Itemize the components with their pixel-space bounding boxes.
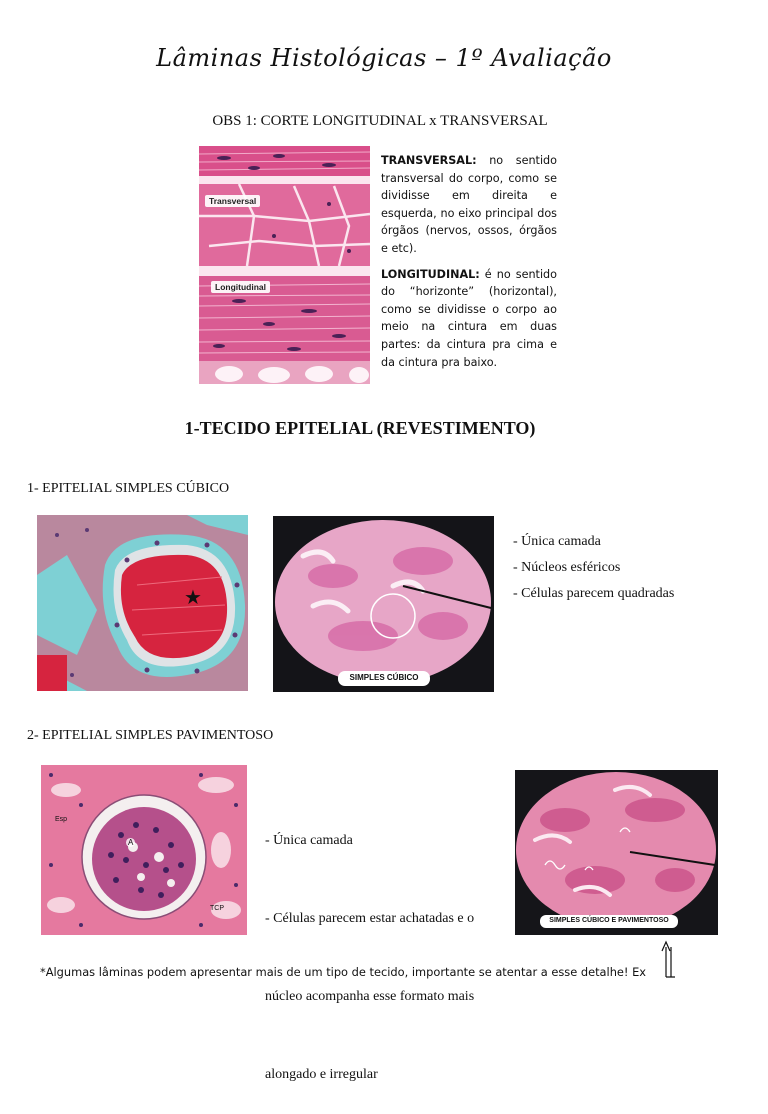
item1-bullets <box>513 529 674 607</box>
section-title: 1-TECIDO EPITELIAL (REVESTIMENTO) <box>184 418 536 438</box>
item1-bullet-3: - Células parecem quadradas <box>513 586 675 601</box>
muscle-section-image <box>199 146 370 384</box>
svg-text:★: ★ <box>184 585 202 609</box>
cuboidal-micrograph <box>37 515 248 691</box>
transversal-definition: TRANSVERSAL: no sentido transversal do corpo, como se dividisse em direita e esquerda, no eixo principal dos órgãos (nervos, ossos, órgãos e etc). <box>381 154 557 255</box>
section-definitions <box>381 152 557 379</box>
item2-bullet-4: alongado e irregular <box>265 1067 378 1082</box>
tcp-label: TCP <box>210 905 224 912</box>
footnote: *Algumas lâminas podem apresentar mais de um tipo de tecido, importante se atentar a esse detalhe! Ex <box>40 965 647 979</box>
transversal-label: Transversal <box>205 195 260 207</box>
esp-label: Esp <box>55 816 68 823</box>
squamous-photo-label: SIMPLES CÚBICO E PAVIMENTOSO <box>549 917 669 924</box>
a-label: A <box>128 838 134 847</box>
longitudinal-label: Longitudinal <box>211 281 270 293</box>
item2-bullet-3: núcleo acompanha esse formato mais <box>265 989 475 1004</box>
obs-heading: OBS 1: CORTE LONGITUDINAL x TRANSVERSAL <box>212 113 548 129</box>
item2-bullets <box>265 776 474 1114</box>
item2-bullet-1: - Única camada <box>265 833 353 848</box>
cuboidal-microscope-photo <box>273 516 494 692</box>
cuboidal-photo-label: SIMPLES CÚBICO <box>349 673 419 682</box>
longitudinal-definition: LONGITUDINAL: é no sentido do “horizonte” (horizontal), como se dividisse o corpo ao meio na cintura em duas partes: da cintura pra cima e da cintura pra baixo. <box>381 267 557 369</box>
item1-heading: 1- EPITELIAL SIMPLES CÚBICO <box>27 481 230 496</box>
item1-bullet-2: - Núcleos esféricos <box>513 560 621 575</box>
item2-bullet-2: - Células parecem estar achatadas e o <box>265 911 475 926</box>
page-title: Lâminas Histológicas – 1º Avaliação <box>156 44 612 72</box>
item1-bullet-1: - Única camada <box>513 534 601 549</box>
squamous-micrograph <box>41 765 247 935</box>
squamous-microscope-photo <box>515 770 718 935</box>
double-arrow-icon <box>660 939 678 979</box>
item2-heading: 2- EPITELIAL SIMPLES PAVIMENTOSO <box>27 728 274 743</box>
